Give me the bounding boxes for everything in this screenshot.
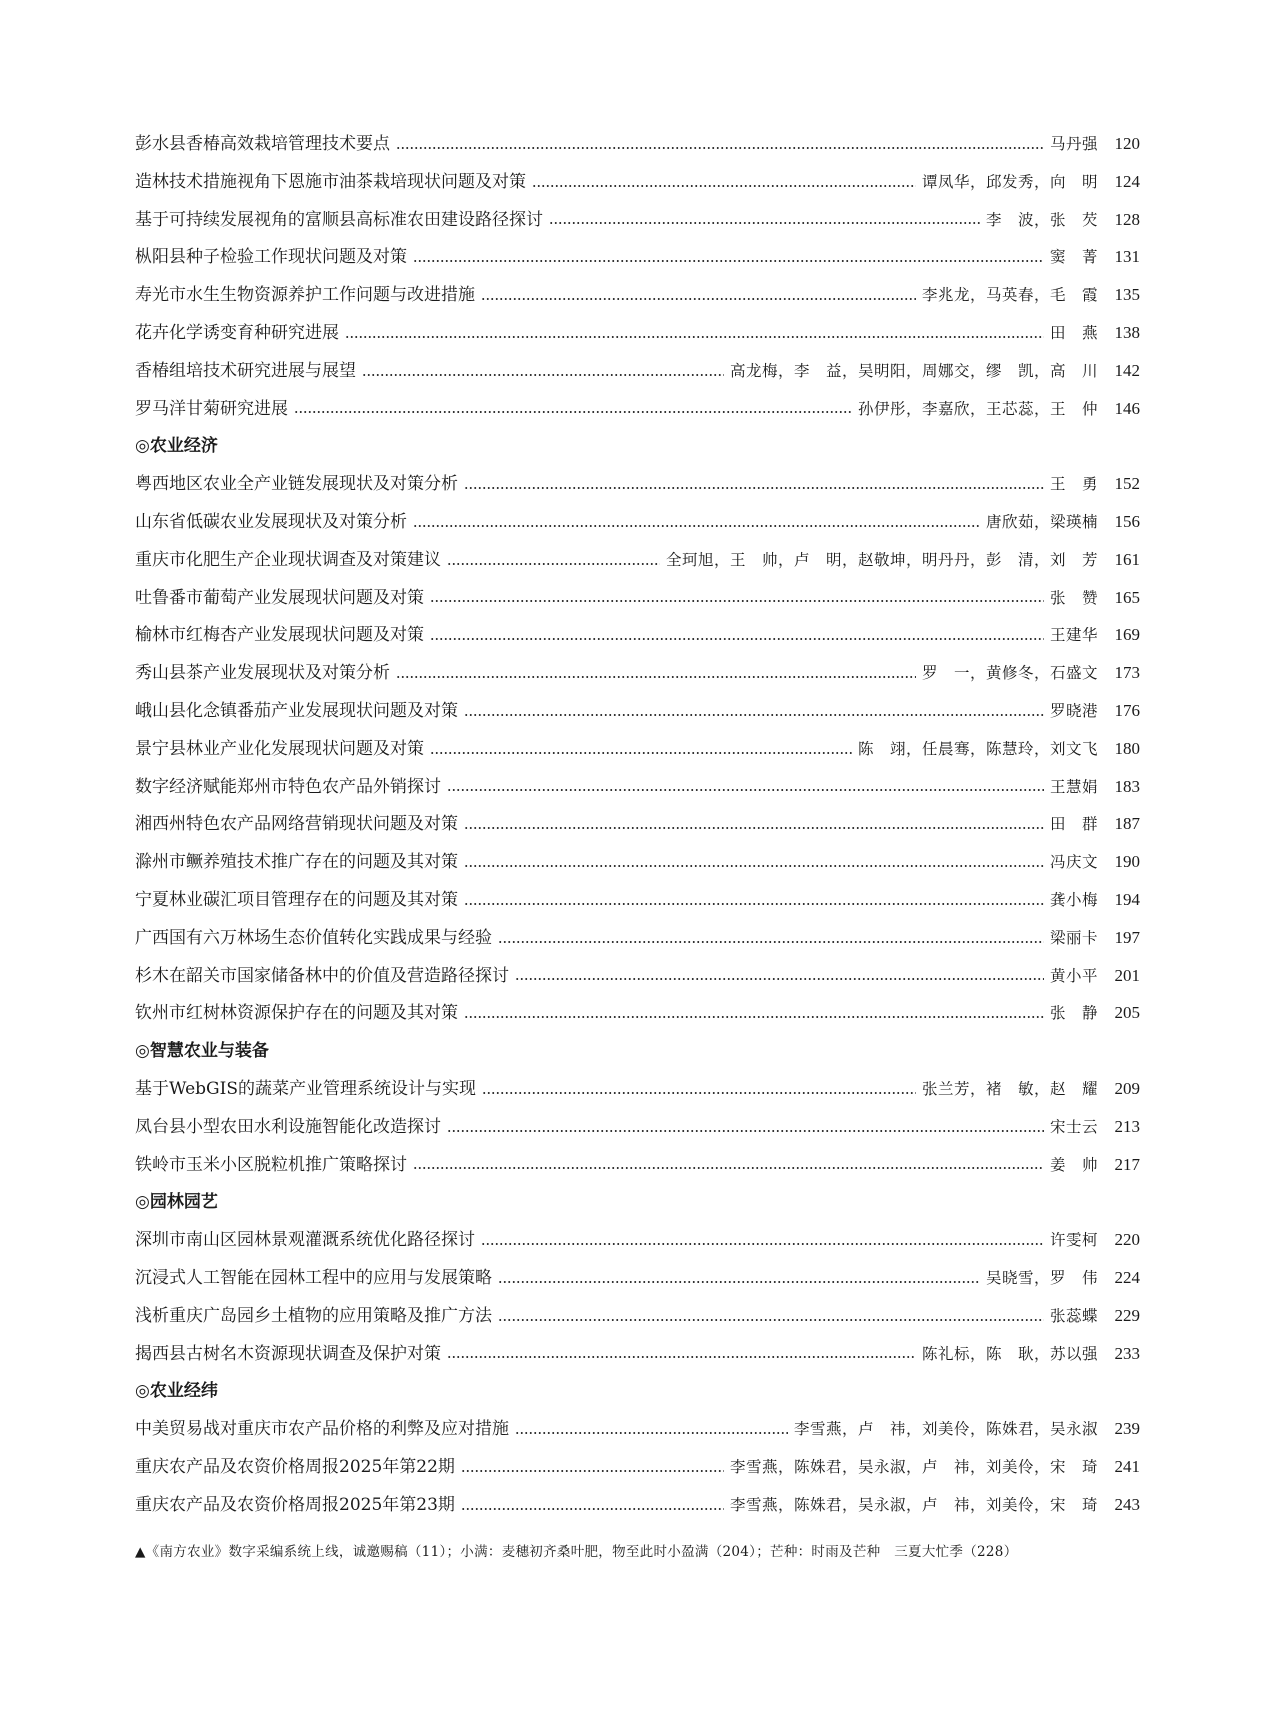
entry-page-number: 229 [1114, 1305, 1140, 1325]
toc-entry[interactable] [135, 1150, 1140, 1188]
entry-title: 凤台县小型农田水利设施智能化改造探讨 [135, 1116, 441, 1137]
entry-page-number: 124 [1114, 171, 1140, 191]
entry-page-number: 187 [1114, 814, 1140, 834]
section-heading: ◎农业经纬 [135, 1381, 218, 1402]
toc-entry[interactable] [135, 205, 1140, 243]
entry-page-number: 217 [1114, 1154, 1140, 1174]
entry-page-number: 169 [1114, 625, 1140, 645]
entry-authors: 宋士云 [1049, 1117, 1098, 1136]
entry-title: 滁州市鳜养殖技术推广存在的问题及其对策 [135, 852, 458, 873]
leader-dots [464, 1015, 1044, 1019]
entry-authors: 田 群 [1049, 815, 1098, 834]
table-of-contents [135, 129, 1140, 1527]
toc-entry[interactable] [135, 356, 1140, 394]
toc-entry[interactable] [135, 1301, 1140, 1339]
toc-entry[interactable] [135, 507, 1140, 545]
entry-authors: 张蕊蝶 [1049, 1306, 1098, 1325]
entry-title: 寿光市水生生物资源养护工作问题与改进措施 [135, 285, 475, 306]
toc-entry[interactable] [135, 1225, 1140, 1263]
toc-entry[interactable] [135, 658, 1140, 696]
footer-note: ▲《南方农业》数字采编系统上线，诚邀赐稿（11）；小满：麦穗初齐桑叶肥，物至此时小盈满（204）；芒种：时雨及芒种 三夏大忙季（228） [135, 1544, 1018, 1560]
toc-entry[interactable] [135, 809, 1140, 847]
toc-entry[interactable] [135, 1074, 1140, 1112]
leader-dots [294, 410, 852, 414]
entry-title: 峨山县化念镇番茄产业发展现状问题及对策 [135, 700, 458, 721]
toc-entry[interactable] [135, 1112, 1140, 1150]
leader-dots [464, 486, 1044, 490]
section-heading: ◎智慧农业与装备 [135, 1041, 269, 1062]
entry-page-number: 152 [1114, 474, 1140, 494]
entry-page-number: 176 [1114, 700, 1140, 720]
entry-page-number: 173 [1114, 663, 1140, 683]
entry-authors: 梁丽卡 [1049, 928, 1098, 947]
leader-dots [447, 1129, 1044, 1133]
toc-entry[interactable] [135, 469, 1140, 507]
entry-page-number: 146 [1114, 398, 1140, 418]
entry-title: 深圳市南山区园林景观灌溉系统优化路径探讨 [135, 1230, 475, 1251]
leader-dots [396, 675, 916, 679]
entry-title: 重庆市化肥生产企业现状调查及对策建议 [135, 549, 441, 570]
entry-authors: 谭凤华，邱发秀，向 明 [921, 172, 1098, 191]
entry-authors: 王建华 [1049, 626, 1098, 645]
toc-entry[interactable] [135, 885, 1140, 923]
entry-authors: 黄小平 [1049, 966, 1098, 985]
leader-dots [515, 977, 1044, 981]
leader-dots [447, 562, 660, 566]
leader-dots [362, 373, 724, 377]
entry-authors: 李雪燕，陈姝君，吴永淑，卢 祎，刘美伶，宋 琦 [729, 1495, 1098, 1514]
entry-title: 吐鲁番市葡萄产业发展现状问题及对策 [135, 587, 424, 608]
entry-page-number: 201 [1114, 965, 1140, 985]
toc-entry[interactable] [135, 1452, 1140, 1490]
entry-authors: 张兰芳，褚 敏，赵 耀 [921, 1079, 1098, 1098]
entry-page-number: 165 [1114, 587, 1140, 607]
entry-authors: 李兆龙，马英春，毛 霞 [921, 286, 1098, 305]
leader-dots [515, 1431, 788, 1435]
entry-authors: 全珂旭，王 帅，卢 明，赵敬坤，明丹丹，彭 清，刘 芳 [665, 550, 1098, 569]
entry-title: 浅析重庆广岛园乡土植物的应用策略及推广方法 [135, 1305, 492, 1326]
entry-page-number: 243 [1114, 1494, 1140, 1514]
entry-authors: 龚小梅 [1049, 890, 1098, 909]
entry-authors: 田 燕 [1049, 323, 1098, 342]
entry-page-number: 233 [1114, 1343, 1140, 1363]
entry-title: 榆林市红梅杏产业发展现状问题及对策 [135, 625, 424, 646]
leader-dots [532, 184, 916, 188]
toc-entry[interactable] [135, 847, 1140, 885]
entry-authors: 姜 帅 [1049, 1155, 1098, 1174]
entry-title: 沉浸式人工智能在园林工程中的应用与发展策略 [135, 1267, 492, 1288]
entry-title: 粤西地区农业全产业链发展现状及对策分析 [135, 474, 458, 495]
entry-authors: 孙伊彤，李嘉欣，王芯蕊，王 仲 [857, 399, 1098, 418]
leader-dots [464, 864, 1044, 868]
entry-title: 重庆农产品及农资价格周报2025年第22期 [135, 1456, 455, 1477]
entry-authors: 张 静 [1049, 1004, 1098, 1023]
leader-dots [498, 1318, 1044, 1322]
entry-page-number: 135 [1114, 285, 1140, 305]
entry-page-number: 209 [1114, 1078, 1140, 1098]
entry-title: 香椿组培技术研究进展与展望 [135, 360, 356, 381]
leader-dots [413, 1166, 1044, 1170]
entry-title: 造林技术措施视角下恩施市油茶栽培现状问题及对策 [135, 171, 526, 192]
toc-entry[interactable] [135, 1263, 1140, 1301]
toc-entry[interactable] [135, 545, 1140, 583]
entry-title: 基于WebGIS的蔬菜产业管理系统设计与实现 [135, 1078, 476, 1099]
entry-title: 揭西县古树名木资源现状调查及保护对策 [135, 1343, 441, 1364]
toc-entry[interactable] [135, 280, 1140, 318]
entry-authors: 李雪燕，卢 祎，刘美伶，陈姝君，吴永淑 [793, 1420, 1098, 1439]
leader-dots [464, 826, 1044, 830]
entry-page-number: 239 [1114, 1419, 1140, 1439]
entry-title: 数字经济赋能郑州市特色农产品外销探讨 [135, 776, 441, 797]
entry-authors: 高龙梅，李 益，吴明阳，周娜交，缪 凯，高 川 [729, 361, 1098, 380]
entry-title: 基于可持续发展视角的富顺县高标准农田建设路径探讨 [135, 209, 543, 230]
leader-dots [447, 788, 1044, 792]
entry-page-number: 194 [1114, 889, 1140, 909]
entry-page-number: 142 [1114, 360, 1140, 380]
entry-page-number: 156 [1114, 511, 1140, 531]
leader-dots [430, 599, 1044, 603]
entry-title: 罗马洋甘菊研究进展 [135, 398, 288, 419]
entry-page-number: 205 [1114, 1003, 1140, 1023]
section-heading: ◎农业经济 [135, 436, 218, 457]
entry-page-number: 197 [1114, 927, 1140, 947]
entry-authors: 唐欣茹，梁瑛楠 [985, 512, 1098, 531]
entry-page-number: 190 [1114, 852, 1140, 872]
entry-page-number: 220 [1114, 1230, 1140, 1250]
entry-page-number: 213 [1114, 1116, 1140, 1136]
entry-title: 花卉化学诱变育种研究进展 [135, 322, 339, 343]
entry-page-number: 138 [1114, 322, 1140, 342]
entry-authors: 张 赞 [1049, 588, 1098, 607]
leader-dots [481, 1242, 1044, 1246]
toc-entry[interactable] [135, 242, 1140, 280]
entry-authors: 吴晓雪，罗 伟 [985, 1268, 1098, 1287]
leader-dots [345, 335, 1044, 339]
entry-authors: 冯庆文 [1049, 853, 1098, 872]
leader-dots [481, 297, 916, 301]
entry-authors: 李 波，张 芡 [985, 210, 1098, 229]
toc-entry[interactable] [135, 1490, 1140, 1528]
leader-dots [549, 221, 980, 225]
entry-page-number: 128 [1114, 209, 1140, 229]
toc-entry[interactable] [135, 772, 1140, 810]
toc-entry[interactable] [135, 998, 1140, 1036]
entry-title: 重庆农产品及农资价格周报2025年第23期 [135, 1494, 455, 1515]
toc-entry[interactable] [135, 696, 1140, 734]
leader-dots [464, 902, 1044, 906]
entry-authors: 窦 菁 [1049, 248, 1098, 267]
toc-entry[interactable] [135, 620, 1140, 658]
leader-dots [464, 713, 1044, 717]
toc-entry[interactable] [135, 583, 1140, 621]
entry-authors: 陈礼标，陈 耿，苏以强 [921, 1344, 1098, 1363]
leader-dots [396, 146, 1044, 150]
entry-page-number: 180 [1114, 738, 1140, 758]
entry-page-number: 224 [1114, 1267, 1140, 1287]
entry-title: 山东省低碳农业发展现状及对策分析 [135, 511, 407, 532]
entry-title: 铁岭市玉米小区脱粒机推广策略探讨 [135, 1154, 407, 1175]
entry-title: 广西国有六万林场生态价值转化实践成果与经验 [135, 927, 492, 948]
leader-dots [461, 1507, 724, 1511]
entry-title: 秀山县茶产业发展现状及对策分析 [135, 663, 390, 684]
leader-dots [447, 1355, 916, 1359]
entry-title: 景宁县林业产业化发展现状问题及对策 [135, 738, 424, 759]
entry-page-number: 161 [1114, 549, 1140, 569]
toc-entry[interactable] [135, 1414, 1140, 1452]
leader-dots [430, 751, 852, 755]
entry-title: 枞阳县种子检验工作现状问题及对策 [135, 247, 407, 268]
toc-entry[interactable] [135, 961, 1140, 999]
entry-authors: 马丹强 [1049, 135, 1098, 153]
leader-dots [482, 1091, 916, 1095]
leader-dots [413, 259, 1044, 263]
toc-entry[interactable] [135, 734, 1140, 772]
entry-title: 杉木在韶关市国家储备林中的价值及营造路径探讨 [135, 965, 509, 986]
toc-entry[interactable] [135, 394, 1140, 432]
toc-entry[interactable] [135, 1339, 1140, 1377]
entry-title: 宁夏林业碳汇项目管理存在的问题及其对策 [135, 889, 458, 910]
section-heading: ◎园林园艺 [135, 1192, 218, 1213]
entry-authors: 李雪燕，陈姝君，吴永淑，卢 祎，刘美伶，宋 琦 [729, 1457, 1098, 1476]
entry-page-number: 131 [1114, 247, 1140, 267]
entry-title: 湘西州特色农产品网络营销现状问题及对策 [135, 814, 458, 835]
entry-title: 中美贸易战对重庆市农产品价格的利弊及应对措施 [135, 1419, 509, 1440]
entry-authors: 陈 翊，任晨骞，陈慧玲，刘文飞 [857, 739, 1098, 758]
entry-authors: 许雯柯 [1049, 1231, 1098, 1250]
leader-dots [461, 1469, 724, 1473]
toc-entry[interactable] [135, 129, 1140, 167]
entry-authors: 罗晓港 [1049, 701, 1098, 720]
entry-title: 钦州市红树林资源保护存在的问题及其对策 [135, 1003, 458, 1024]
entry-page-number: 241 [1114, 1456, 1140, 1476]
entry-authors: 王慧娟 [1049, 777, 1098, 796]
leader-dots [430, 637, 1044, 641]
toc-entry[interactable] [135, 167, 1140, 205]
leader-dots [413, 524, 980, 528]
leader-dots [498, 940, 1044, 944]
entry-authors: 王 勇 [1049, 475, 1098, 494]
toc-entry[interactable] [135, 923, 1140, 961]
entry-page-number: 120 [1114, 134, 1140, 153]
entry-page-number: 183 [1114, 776, 1140, 796]
toc-entry[interactable] [135, 318, 1140, 356]
leader-dots [498, 1280, 980, 1284]
entry-title: 彭水县香椿高效栽培管理技术要点 [135, 134, 390, 154]
entry-authors: 罗 一，黄修冬，石盛文 [921, 664, 1098, 683]
